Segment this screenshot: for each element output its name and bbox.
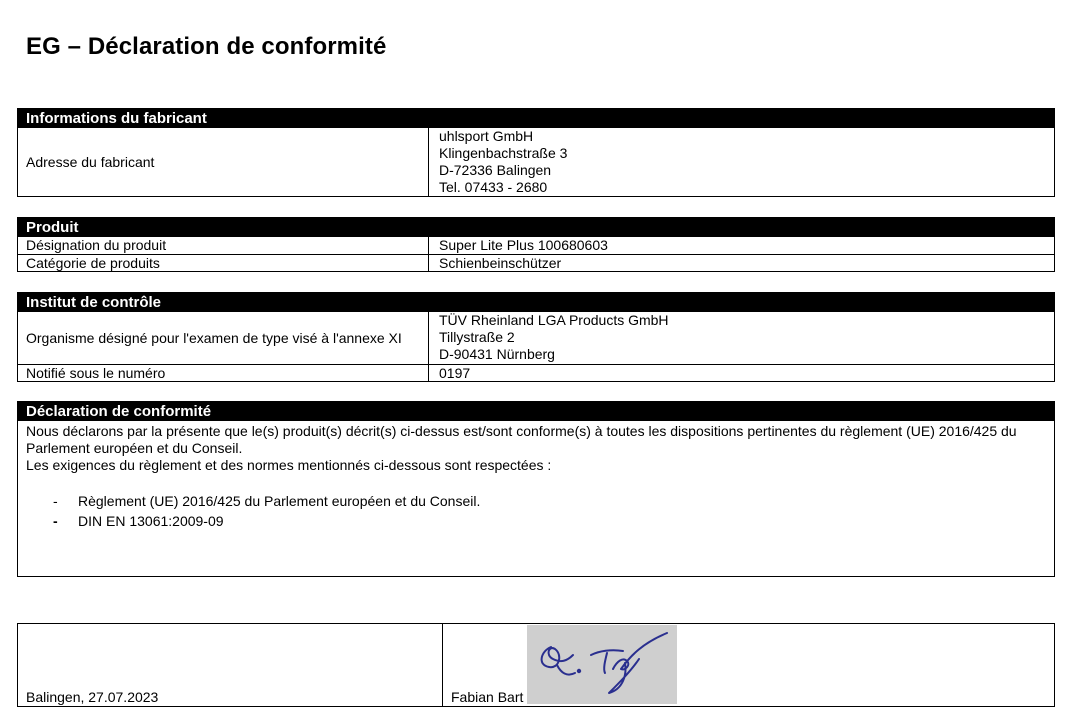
declaration-paragraph: Les exigences du règlement et des normes mentionnés ci-dessous sont respectées : — [26, 457, 552, 473]
address-line: Klingenbachstraße 3 — [439, 145, 568, 161]
designation-label: Désignation du produit — [18, 237, 429, 254]
handwritten-signature — [527, 625, 677, 704]
notified-number-label: Notifié sous le numéro — [18, 365, 429, 381]
place-date: Balingen, 27.07.2023 — [26, 689, 159, 705]
list-item-text: Règlement (UE) 2016/425 du Parlement européen et du Conseil. — [78, 493, 481, 509]
document-title: EG – Déclaration de conformité — [26, 33, 387, 60]
list-item-text: DIN EN 13061:2009-09 — [78, 513, 224, 529]
institute-section — [17, 292, 1055, 382]
body-line: TÜV Rheinland LGA Products GmbH — [439, 312, 669, 328]
declaration-section — [17, 401, 1055, 577]
product-header: Produit — [18, 218, 1054, 237]
body-line: Tillystraße 2 — [439, 329, 515, 345]
address-label: Adresse du fabricant — [18, 128, 429, 196]
designation-value: Super Lite Plus 100680603 — [439, 237, 608, 253]
address-line: uhlsport GmbH — [439, 128, 534, 144]
signatory-name: Fabian Bart — [451, 689, 524, 705]
body-line: D-90431 Nürnberg — [439, 346, 555, 362]
list-item — [26, 511, 1046, 531]
institute-header: Institut de contrôle — [18, 293, 1054, 312]
declaration-header: Déclaration de conformité — [18, 402, 1054, 421]
notified-body-label: Organisme désigné pour l'examen de type visé à l'annexe XI — [18, 312, 429, 364]
manufacturer-header: Informations du fabricant — [18, 109, 1054, 128]
signature-image — [527, 625, 677, 704]
address-line: Tel. 07433 - 2680 — [439, 179, 548, 195]
bullet-dash: - — [53, 493, 58, 509]
manufacturer-section — [17, 108, 1055, 197]
standards-list — [26, 491, 1046, 531]
category-label: Catégorie de produits — [18, 255, 429, 271]
bullet-dash: - — [53, 513, 58, 529]
declaration-paragraph: Nous déclarons par la présente que le(s) produit(s) décrit(s) ci-dessus est/sont conforme(s) à toutes les dispositions pertinentes du règlement (UE) 2016/425 du Parlement européen et du Conseil. — [26, 423, 1017, 456]
signatory-cell — [443, 624, 1054, 706]
list-item — [26, 491, 1046, 511]
notified-body-value — [429, 312, 1054, 364]
category-value: Schienbeinschützer — [439, 255, 562, 271]
address-line: D-72336 Balingen — [439, 162, 552, 178]
product-section — [17, 217, 1055, 272]
place-date-cell — [18, 624, 443, 706]
notified-number-value: 0197 — [439, 365, 471, 381]
signature-section — [17, 623, 1055, 707]
address-value — [429, 128, 1054, 196]
